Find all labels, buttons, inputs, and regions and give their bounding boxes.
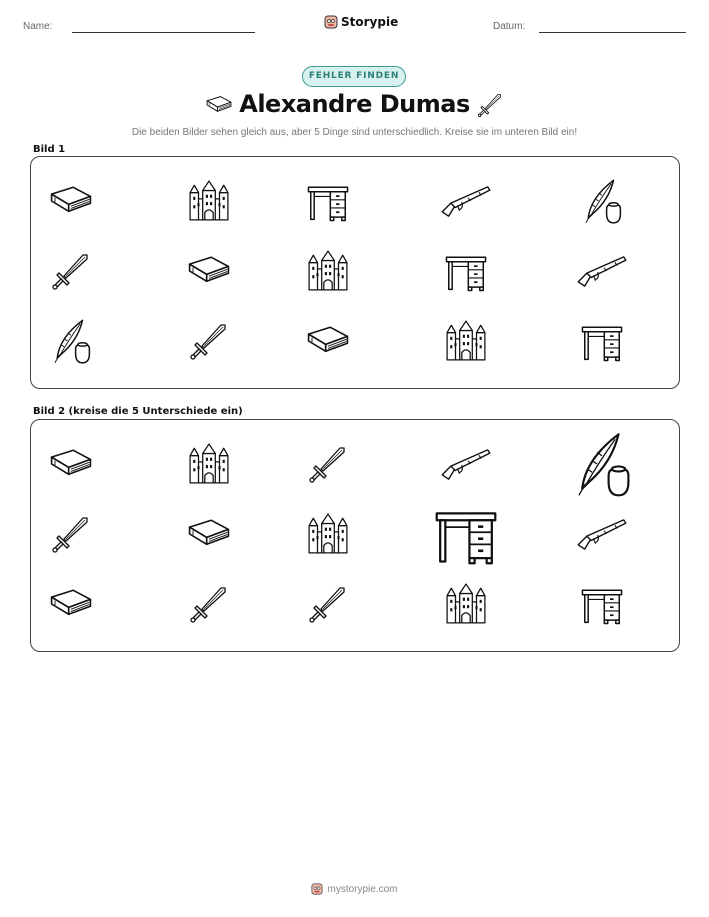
sword-icon bbox=[308, 442, 348, 486]
quill-ink-icon bbox=[48, 316, 94, 366]
musket-icon bbox=[440, 183, 492, 219]
book-icon bbox=[186, 518, 232, 550]
picture1-cell-r1c4[interactable] bbox=[431, 165, 501, 237]
picture2-cell-r1c4[interactable] bbox=[431, 428, 501, 500]
picture1-cell-r2c2[interactable] bbox=[174, 235, 244, 307]
castle-icon bbox=[445, 319, 487, 363]
picture1-cell-r2c3[interactable] bbox=[293, 235, 363, 307]
book-icon bbox=[48, 588, 94, 620]
picture2-cell-r3c4[interactable] bbox=[431, 568, 501, 640]
book-icon bbox=[48, 185, 94, 217]
name-line[interactable] bbox=[72, 32, 255, 33]
storypie-mascot-icon bbox=[324, 14, 338, 30]
book-icon bbox=[305, 325, 351, 357]
castle-icon bbox=[307, 512, 349, 556]
desk-icon bbox=[443, 250, 489, 292]
castle-icon bbox=[445, 582, 487, 626]
desk-icon bbox=[579, 320, 625, 362]
picture2-cell-r1c2[interactable] bbox=[174, 428, 244, 500]
desk-icon bbox=[431, 503, 501, 565]
picture2-cell-r2c4[interactable] bbox=[431, 498, 501, 570]
book-icon bbox=[48, 448, 94, 480]
musket-icon bbox=[576, 516, 628, 552]
castle-icon bbox=[188, 179, 230, 223]
picture1-cell-r2c5[interactable] bbox=[567, 235, 637, 307]
picture1-cell-r3c4[interactable] bbox=[431, 305, 501, 377]
picture2-panel[interactable] bbox=[30, 419, 680, 652]
footer-url[interactable]: mystorypie.com bbox=[327, 883, 398, 895]
picture1-cell-r2c1[interactable] bbox=[36, 235, 106, 307]
sword-icon bbox=[308, 582, 348, 626]
sword-icon bbox=[189, 582, 229, 626]
sword-icon bbox=[51, 249, 91, 293]
quill-ink-icon bbox=[569, 429, 635, 499]
picture1-label: Bild 1 bbox=[33, 144, 66, 155]
worksheet-type-badge: FEHLER FINDEN bbox=[302, 66, 406, 87]
footer bbox=[0, 882, 709, 899]
desk-icon bbox=[305, 180, 351, 222]
castle-icon bbox=[188, 442, 230, 486]
musket-icon bbox=[440, 446, 492, 482]
picture2-label: Bild 2 (kreise die 5 Unterschiede ein) bbox=[33, 406, 243, 417]
date-label: Datum: bbox=[493, 21, 526, 32]
musket-icon bbox=[576, 253, 628, 289]
page-title: Alexandre Dumas bbox=[239, 90, 470, 118]
storypie-mascot-icon bbox=[311, 882, 323, 896]
instructions: Die beiden Bilder sehen gleich aus, aber 5 Dinge sind unterschiedlich. Kreise sie im unteren Bild ein! bbox=[131, 127, 578, 138]
picture1-cell-r3c3[interactable] bbox=[293, 305, 363, 377]
picture2-cell-r2c2[interactable] bbox=[174, 498, 244, 570]
picture1-cell-r3c1[interactable] bbox=[36, 305, 106, 377]
picture1-cell-r1c2[interactable] bbox=[174, 165, 244, 237]
picture1-cell-r3c5[interactable] bbox=[567, 305, 637, 377]
picture2-cell-r2c1[interactable] bbox=[36, 498, 106, 570]
name-label: Name: bbox=[23, 21, 53, 32]
sword-icon bbox=[189, 319, 229, 363]
picture2-cell-r2c3[interactable] bbox=[293, 498, 363, 570]
picture2-cell-r1c3[interactable] bbox=[293, 428, 363, 500]
picture2-cell-r3c1[interactable] bbox=[36, 568, 106, 640]
picture2-cell-r3c2[interactable] bbox=[174, 568, 244, 640]
picture2-cell-r3c3[interactable] bbox=[293, 568, 363, 640]
book-icon bbox=[186, 255, 232, 287]
brand-logo bbox=[324, 14, 398, 30]
picture2-cell-r3c5[interactable] bbox=[567, 568, 637, 640]
sword-icon bbox=[51, 512, 91, 556]
quill-ink-icon bbox=[579, 176, 625, 226]
picture2-cell-r2c5[interactable] bbox=[567, 498, 637, 570]
title-sword-icon bbox=[477, 92, 503, 122]
desk-icon bbox=[579, 583, 625, 625]
picture1-cell-r2c4[interactable] bbox=[431, 235, 501, 307]
date-line[interactable] bbox=[539, 32, 686, 33]
picture1-cell-r3c2[interactable] bbox=[174, 305, 244, 377]
picture1-cell-r1c1[interactable] bbox=[36, 165, 106, 237]
picture2-cell-r1c5[interactable] bbox=[567, 428, 637, 500]
castle-icon bbox=[307, 249, 349, 293]
picture1-panel bbox=[30, 156, 680, 389]
picture1-cell-r1c3[interactable] bbox=[293, 165, 363, 237]
brand-name: Storypie bbox=[341, 15, 399, 29]
picture1-cell-r1c5[interactable] bbox=[567, 165, 637, 237]
picture2-cell-r1c1[interactable] bbox=[36, 428, 106, 500]
